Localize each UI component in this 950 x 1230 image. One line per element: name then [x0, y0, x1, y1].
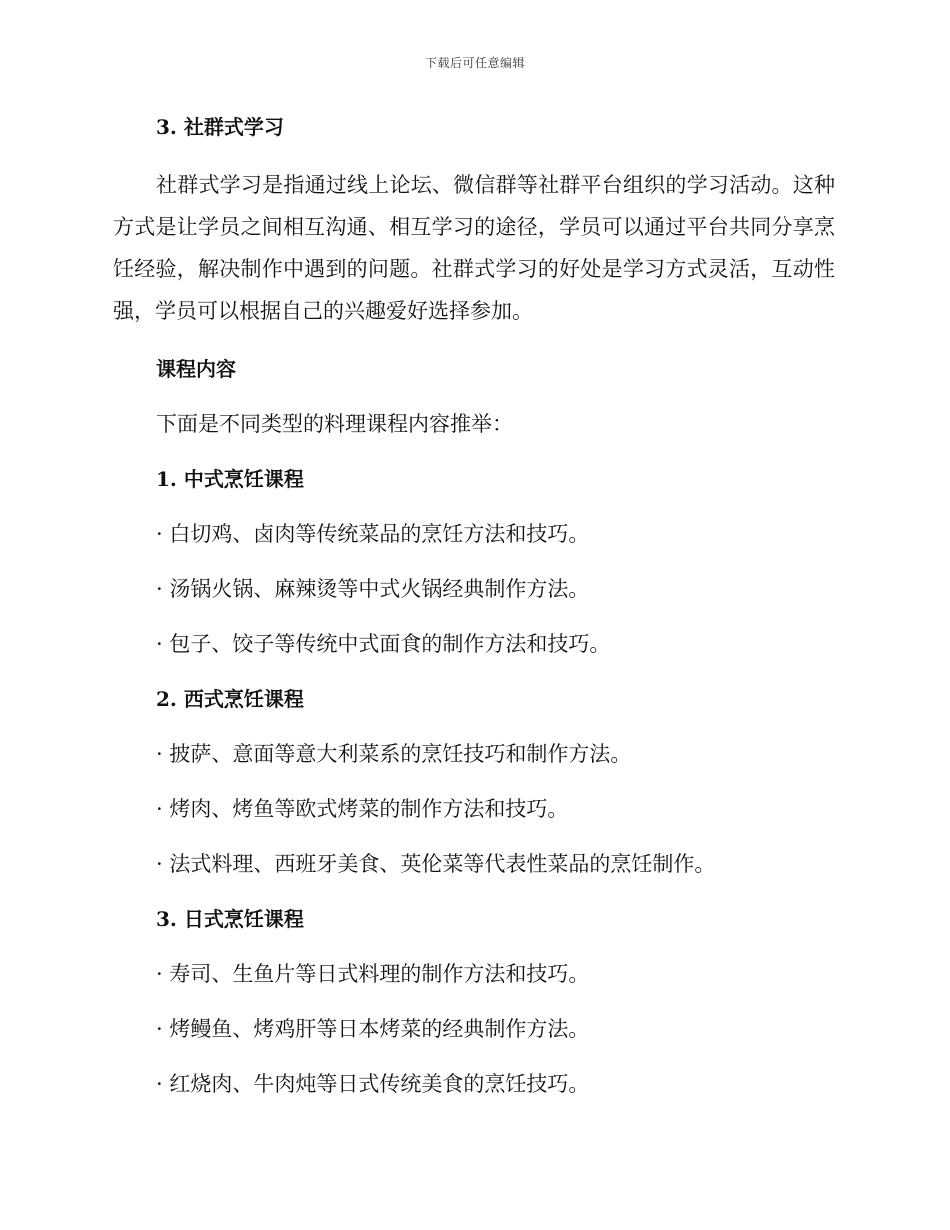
- list-item: · 白切鸡、卤肉等传统菜品的烹饪方法和技巧。: [156, 522, 590, 546]
- course-intro-line: 下面是不同类型的料理课程内容推举：: [156, 412, 513, 436]
- paragraph-community-learning: 社群式学习是指通过线上论坛、微信群等社群平台组织的学习活动。这种方式是让学员之间相互沟通、相互学习的途径，学员可以通过平台共同分享烹饪经验，解决制作中遇到的问题。社群式学习的好处是学习方式灵活，互动性强，学员可以根据自己的兴趣爱好选择参加。: [113, 173, 835, 323]
- section-heading-japanese-cooking: 3. 日式烹饪课程: [156, 907, 304, 931]
- list-item: · 烤鳗鱼、烤鸡肝等日本烤菜的经典制作方法。: [156, 1017, 590, 1041]
- page-header: 下载后可任意编辑: [424, 56, 525, 70]
- list-item: · 披萨、意面等意大利菜系的烹饪技巧和制作方法。: [156, 742, 632, 766]
- list-item: · 红烧肉、牛肉炖等日式传统美食的烹饪技巧。: [156, 1072, 590, 1096]
- section-heading-community-learning: 3. 社群式学习: [156, 115, 284, 139]
- section-heading-western-cooking: 2. 西式烹饪课程: [156, 687, 304, 711]
- list-item: · 寿司、生鱼片等日式料理的制作方法和技巧。: [156, 962, 590, 986]
- list-item: · 包子、饺子等传统中式面食的制作方法和技巧。: [156, 632, 611, 656]
- document-body: [113, 109, 835, 1102]
- list-item: · 法式料理、西班牙美食、英伦菜等代表性菜品的烹饪制作。: [156, 852, 716, 876]
- section-heading-chinese-cooking: 1. 中式烹饪课程: [156, 467, 304, 491]
- list-item: · 汤锅火锅、麻辣烫等中式火锅经典制作方法。: [156, 577, 590, 601]
- section-heading-course-content: 课程内容: [156, 357, 236, 381]
- list-item: · 烤肉、烤鱼等欧式烤菜的制作方法和技巧。: [156, 797, 569, 821]
